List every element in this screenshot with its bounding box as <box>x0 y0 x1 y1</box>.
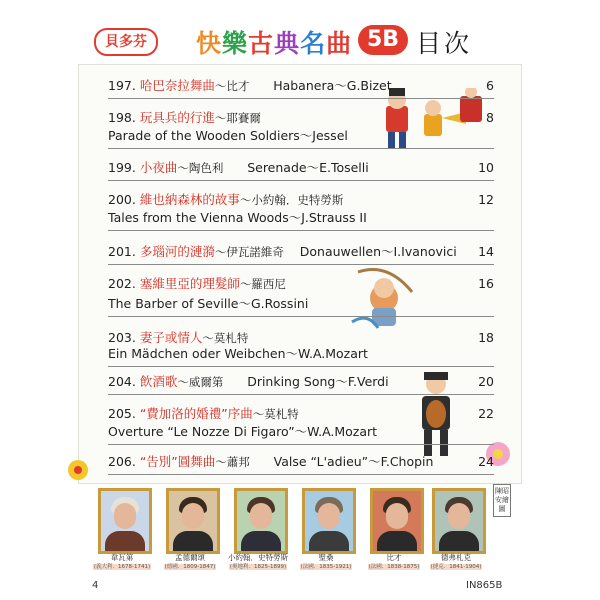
entry-composer-zh: ～比才 <box>214 79 250 93</box>
divider <box>108 264 494 265</box>
title-char: 樂 <box>222 29 249 58</box>
entry-title-en: Drinking Song～F.Verdi <box>247 374 389 389</box>
entry-composer-zh: ～伊瓦諾維奇 <box>214 245 284 259</box>
entry-title-zh: 多瑙河的漣漪 <box>139 244 215 259</box>
entry-title-en: Ein Mädchen oder Weibchen～W.A.Mozart <box>108 346 368 361</box>
composer-name: 小約翰．史特勞斯 <box>228 553 288 562</box>
divider <box>108 180 494 181</box>
divider <box>108 394 494 395</box>
entry-title-zh: 維也納森林的故事 <box>139 192 240 207</box>
book-title <box>196 24 352 60</box>
entry-page: 14 <box>478 244 494 259</box>
entry-title-zh: 妻子或情人 <box>139 330 203 345</box>
book-code: IN865B <box>466 580 503 591</box>
toc-entry: 205. “費加洛的婚禮”序曲～莫札特 22 <box>108 406 494 421</box>
composer-info: (德國．1809-1847) <box>164 564 216 570</box>
composer-info: (捷克．1841-1904) <box>430 564 482 570</box>
composer-name: 比才 <box>386 553 402 562</box>
entry-composer-zh: ～威爾第 <box>177 375 224 389</box>
entry-title-zh: 飲酒歌 <box>139 374 178 389</box>
flower-ornament <box>66 458 90 482</box>
toc-heading: 目次 <box>416 29 473 58</box>
divider <box>108 444 494 445</box>
title-char: 快 <box>196 29 223 58</box>
entry-title-en: Donauwellen～I.Ivanovici <box>299 244 457 259</box>
toc-entry: 206. “告別”圓舞曲～蕭邦 Valse “L'adieu”～F.Chopin 24 <box>108 454 494 469</box>
entry-composer-zh: ～莫札特 <box>252 407 299 421</box>
composer-info: (奧地利．1825-1899) <box>229 564 287 570</box>
toc-entry: 198. 玩具兵的行進～耶賽爾 8 <box>108 110 494 125</box>
toc-entry-english <box>108 296 494 312</box>
toc-entry-english <box>108 424 494 440</box>
entry-page: 12 <box>478 192 494 207</box>
entry-title-en: Valse “L'adieu”～F.Chopin <box>273 454 434 469</box>
entry-composer-zh: ～耶賽爾 <box>214 111 261 125</box>
entry-title-en: Parade of the Wooden Soldiers～Jessel <box>108 128 348 143</box>
title-char: 名 <box>300 29 327 58</box>
composer-portrait <box>302 488 356 554</box>
entry-page: 8 <box>486 110 494 125</box>
toc-entry-english <box>108 210 494 226</box>
page-number: 4 <box>92 580 99 591</box>
composer-name: 孟德爾頌 <box>175 553 205 562</box>
entry-composer-zh: ～陶色利 <box>177 161 224 175</box>
divider <box>108 230 494 231</box>
composer-name: 韋瓦第 <box>110 553 134 562</box>
title-char: 曲 <box>326 29 353 58</box>
composer-portrait <box>98 488 152 554</box>
entry-title-en: Serenade～E.Toselli <box>247 160 369 175</box>
entry-composer-zh: ～蕭邦 <box>215 455 250 469</box>
composer-portrait <box>370 488 424 554</box>
composer-name: 德弗札克 <box>441 553 471 562</box>
entry-page: 20 <box>478 374 494 389</box>
composer-info: (法國．1835-1921) <box>300 564 352 570</box>
entry-title-en: The Barber of Seville～G.Rossini <box>108 296 309 311</box>
entry-title-en: Tales from the Vienna Woods～J.Strauss II <box>108 210 367 225</box>
entry-page: 22 <box>478 406 494 421</box>
entry-title-zh: 玩具兵的行進 <box>139 110 215 125</box>
entry-title-en: Habanera～G.Bizet <box>273 78 392 93</box>
divider <box>108 474 494 475</box>
illustrator-credit: 陳昭安繪圖 <box>493 484 511 517</box>
entry-page: 6 <box>486 78 494 93</box>
divider <box>108 366 494 367</box>
entry-page: 10 <box>478 160 494 175</box>
title-char: 典 <box>274 29 301 58</box>
entry-page: 16 <box>478 276 494 291</box>
composer-name: 聖桑 <box>318 553 334 562</box>
toc-entry-english <box>108 128 494 144</box>
entry-composer-zh: ～小約翰．史特勞斯 <box>239 193 344 207</box>
entry-title-zh: 小夜曲 <box>139 160 178 175</box>
entry-composer-zh: ～莫札特 <box>202 331 249 345</box>
composer-portrait <box>432 488 486 554</box>
entry-title-en: Overture “Le Nozze Di Figaro”～W.A.Mozart <box>108 424 378 439</box>
entry-page: 24 <box>478 454 494 469</box>
level-badge: 5B <box>358 25 408 55</box>
series-badge: 貝多芬 <box>94 28 158 56</box>
entry-title-zh: 哈巴奈拉舞曲 <box>139 78 215 93</box>
entry-page: 18 <box>478 330 494 345</box>
toc-entry: 201. 多瑙河的漣漪～伊瓦諾維奇 Donauwellen～I.Ivanovici 14 <box>108 244 494 259</box>
toc-entry: 202. 塞維里亞的理髮師～羅西尼 16 <box>108 276 494 291</box>
entry-composer-zh: ～羅西尼 <box>239 277 286 291</box>
composer-portraits <box>78 482 520 578</box>
toc-entry-english <box>108 346 494 362</box>
header <box>92 22 512 62</box>
composer-portrait <box>166 488 220 554</box>
composer-info: (法國．1838-1875) <box>368 564 420 570</box>
toc-entry: 197. 哈巴奈拉舞曲～比才 Habanera～G.Bizet 6 <box>108 78 494 93</box>
entry-title-zh: “告別”圓舞曲 <box>139 454 216 469</box>
toc-entry: 200. 維也納森林的故事～小約翰．史特勞斯 12 <box>108 192 494 207</box>
composer-portrait <box>234 488 288 554</box>
title-char: 古 <box>248 29 275 58</box>
divider <box>108 98 494 99</box>
entry-title-zh: “費加洛的婚禮”序曲 <box>139 406 253 421</box>
toc-entry: 204. 飲酒歌～威爾第 Drinking Song～F.Verdi 20 <box>108 374 494 389</box>
entry-title-zh: 塞維里亞的理髮師 <box>139 276 240 291</box>
toc-entry: 199. 小夜曲～陶色利 Serenade～E.Toselli 10 <box>108 160 494 175</box>
divider <box>108 316 494 317</box>
composer-info: (義大利．1678-1741) <box>93 564 151 570</box>
divider <box>108 148 494 149</box>
toc-entry: 203. 妻子或情人～莫札特 18 <box>108 330 494 345</box>
